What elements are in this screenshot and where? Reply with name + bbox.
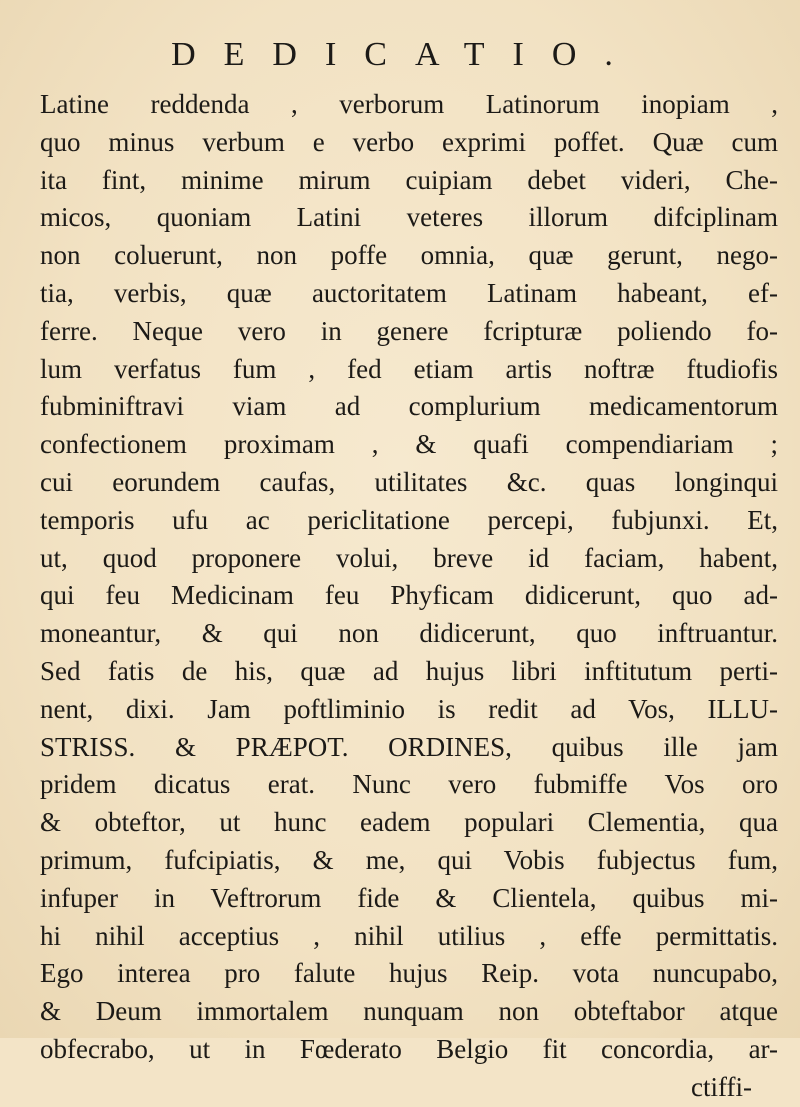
text-line: lum verfatus fum , fed etiam artis noftræ ftudiofis [40, 353, 778, 384]
text-line: primum, fufcipiatis, & me, qui Vobis fubjectus fum, [40, 844, 778, 875]
text-line: confectionem proximam , & quafi compendiariam ; [40, 429, 778, 460]
text-line: & obteftor, ut hunc eadem populari Clementia, qua [40, 807, 778, 838]
text-line: pridem dicatus erat. Nunc vero fubmiffe Vos oro [40, 769, 778, 800]
text-line: hi nihil acceptius , nihil utilius , effe permittatis. [40, 920, 778, 951]
text-line: non coluerunt, non poffe omnia, quæ gerunt, nego- [40, 240, 778, 271]
page-header: DEDICATIO. [171, 36, 641, 73]
text-line: temporis ufu ac periclitatione percepi, fubjunxi. Et, [40, 504, 778, 535]
text-line: nent, dixi. Jam poftliminio is redit ad Vos, ILLU- [40, 693, 778, 724]
text-line: & Deum immortalem nunquam non obteftabor atque [40, 996, 778, 1027]
text-line: obfecrabo, ut in Fœderato Belgio fit concordia, ar- [40, 1033, 778, 1064]
text-line: Ego interea pro falute hujus Reip. vota nuncupabo, [40, 958, 778, 989]
text-line: Sed fatis de his, quæ ad hujus libri inftitutum perti- [40, 655, 778, 686]
text-line: STRISS. & PRÆPOT. ORDINES, quibus ille jam [40, 731, 778, 762]
catchword: ctiffi- [691, 1071, 752, 1102]
text-line: quo minus verbum e verbo exprimi poffet. Quæ cum [40, 126, 778, 157]
text-line: tia, verbis, quæ auctoritatem Latinam habeant, ef- [40, 277, 778, 308]
text-line: ut, quod proponere volui, breve id faciam, habent, [40, 542, 778, 573]
text-line: ita fint, minime mirum cuipiam debet videri, Che- [40, 164, 778, 195]
text-line: fubminiftravi viam ad complurium medicamentorum [40, 391, 778, 422]
text-line: moneantur, & qui non didicerunt, quo inftruantur. [40, 618, 778, 649]
text-line: micos, quoniam Latini veteres illorum difciplinam [40, 202, 778, 233]
text-line: ferre. Neque vero in genere fcripturæ poliendo fo- [40, 315, 778, 346]
text-line: qui feu Medicinam feu Phyficam didicerunt, quo ad- [40, 580, 778, 611]
body-text [40, 86, 778, 1107]
text-line: infuper in Veftrorum fide & Clientela, quibus mi- [40, 882, 778, 913]
text-line: Latine reddenda , verborum Latinorum inopiam , [40, 89, 778, 119]
text-line: cui eorundem caufas, utilitates &c. quas longinqui [40, 466, 778, 497]
